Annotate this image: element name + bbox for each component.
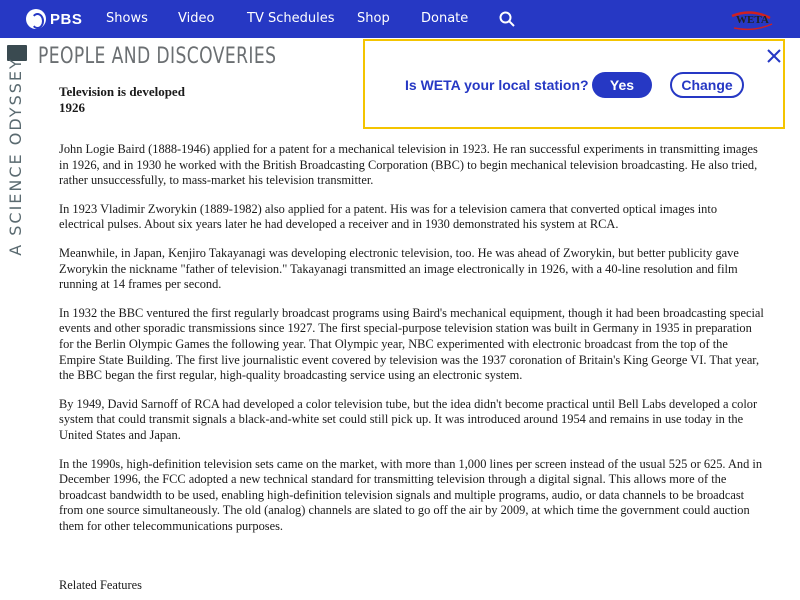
article-paragraph: By 1949, David Sarnoff of RCA had developed a color television tube, but the idea didn't become practical until Bell Labs developed a color system that could transmit signals a black-and-white set could still pick up. It was introduced around 1954 and remains in use today in the United States and Japan.: [59, 396, 758, 442]
article-title: Television is developed: [59, 84, 185, 99]
weta-logo-text: WETA: [736, 14, 769, 26]
article-paragraph: In the 1990s, high-definition television sets came on the market, with more than 1,000 lines per screen instead of the usual 525 or 625. And in December 1996, the FCC adopted a new technical standard for transmitting television through a digital signal. This allows more of the broadcast bandwidth to be used, enabling high-definition television signals and multiple programs, audio, or data channels to be broadcast from one source simultaneously. The old (analog) channels are slated to go off the air by 2009, at which time the government could auction them for other telecommunications purposes.: [59, 456, 763, 533]
change-button[interactable]: Change: [670, 72, 744, 98]
article-paragraph: In 1923 Vladimir Zworykin (1889-1982) also applied for a patent. His was for a television camera that converted optical images into electrical pulses. About six years later he had developed a receiver and in 1930 demonstrated his system at RCA.: [59, 201, 718, 232]
nav-item-donate[interactable]: Donate: [421, 11, 469, 26]
sidebar-title-text: A SCIENCE ODYSSEY: [5, 56, 25, 256]
article-paragraph: In 1932 the BBC ventured the first regularly broadcast programs using Baird's mechanical equipment, though it had been broadcasting special events and other sporadic transmissions since 1927. The first special-purpose television station was built in Germany in 1935 in preparation for the Berlin Olympic Games the following year. That Olympic year, NBC experimented with electronic broadcast from the top of the Empire State Building. The first live journalistic event covered by television was the 1937 coronation of Britain's King George VI. That year, the BBC began the first regular, high-quality broadcasting service using an electronic system.: [59, 305, 764, 383]
weta-logo[interactable]: [726, 10, 776, 32]
top-nav-bar: [0, 0, 800, 38]
section-header: PEOPLE AND DISCOVERIES: [38, 44, 277, 69]
nav-item-tv-schedules[interactable]: TV Schedules: [247, 11, 335, 26]
popup-question: Is WETA your local station?: [405, 77, 589, 93]
nav-item-video[interactable]: Video: [178, 11, 215, 26]
pbs-logo-icon: [26, 9, 46, 29]
search-icon[interactable]: [499, 11, 515, 27]
pbs-logo-text: PBS: [50, 10, 83, 28]
pbs-logo[interactable]: [26, 9, 82, 29]
article-paragraph: John Logie Baird (1888-1946) applied for a patent for a mechanical television in 1923. He ran successful experiments in transmitting images in 1926, and in 1930 he worked with the British Broadcasting Corporation (BBC) to begin mechanical television broadcasting. He also tried, rather unsuccessfully, to mass-market his television transmitter.: [59, 142, 758, 188]
article-body: [59, 142, 764, 547]
related-features-link[interactable]: Related Features: [59, 578, 142, 592]
article-year: 1926: [59, 100, 85, 115]
nav-item-shows[interactable]: Shows: [106, 11, 148, 26]
article-headline: [59, 84, 185, 116]
article-paragraph: Meanwhile, in Japan, Kenjiro Takayanagi was developing electronic television, too. He was ahead of Zworykin, but better publicity gave Zworykin the nickname "father of television." Takayanagi transmitted an image electronically in 1926, with a 40-line resolution and film running at 14 frames per second.: [59, 245, 739, 292]
yes-button[interactable]: Yes: [592, 72, 652, 98]
station-popup: [363, 39, 785, 129]
sidebar-title: [2, 56, 28, 256]
nav-item-shop[interactable]: Shop: [357, 11, 390, 26]
close-icon[interactable]: [767, 49, 781, 63]
